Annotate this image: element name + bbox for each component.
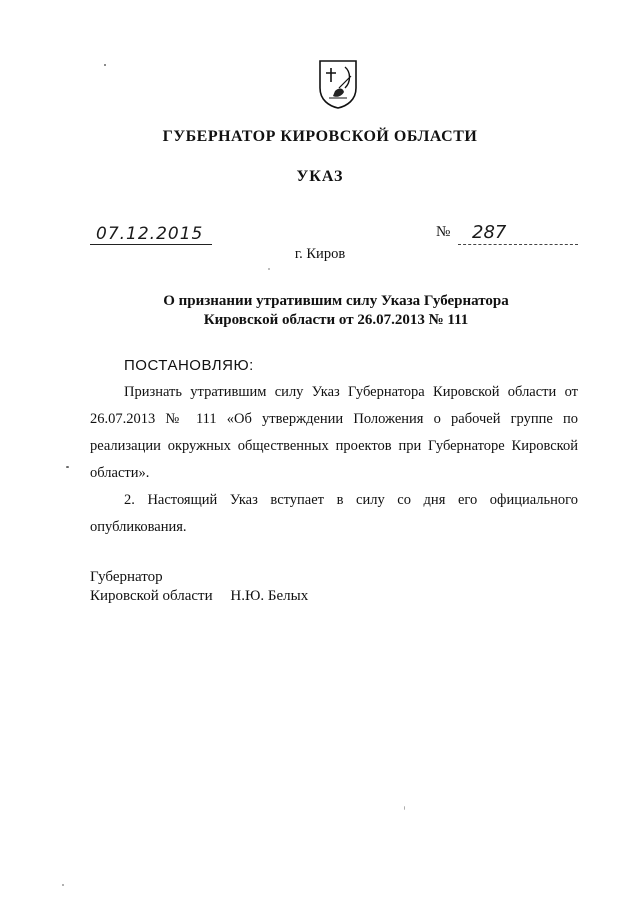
scan-speck [268,268,270,270]
handwritten-number: 287 [472,222,507,243]
document-title [0,292,640,330]
city-line: г. Киров [294,246,346,262]
document-type-heading: УКАЗ [296,168,344,185]
signatory-position-line-2: Кировской области [90,588,213,604]
paragraph-2: 2. Настоящий Указ вступает в силу со дня его официального опубликования. [90,492,578,535]
issuing-authority-heading: ГУБЕРНАТОР КИРОВСКОЙ ОБЛАСТИ [162,128,478,145]
scan-speck [62,884,64,886]
title-line-2: Кировской области от 26.07.2013 № 111 [203,312,469,328]
title-line-1: О признании утратившим силу Указа Губернатора [163,293,509,309]
paragraph-1: Признать утратившим силу Указ Губернатора Кировской области от 26.07.2013 № 111 «Об утверждении Положения о рабочей группе по реализации окружных общественных проектов при Губернаторе Кировской области». [90,384,578,481]
coat-of-arms-emblem [317,58,359,110]
scan-speck [104,64,106,66]
scan-speck [404,806,405,810]
scan-speck [66,466,69,468]
signatory-row [90,587,308,606]
signatory-position-line-1: Губернатор [90,569,163,585]
signatory-name: Н.Ю. Белых [230,588,309,604]
decree-word: ПОСТАНОВЛЯЮ: [124,357,254,374]
date-field [90,224,212,245]
number-field [458,224,578,245]
document-body [90,352,578,541]
number-sign: № [436,224,451,240]
handwritten-date: 07.12.2015 [96,224,204,244]
signature-block [90,568,308,606]
